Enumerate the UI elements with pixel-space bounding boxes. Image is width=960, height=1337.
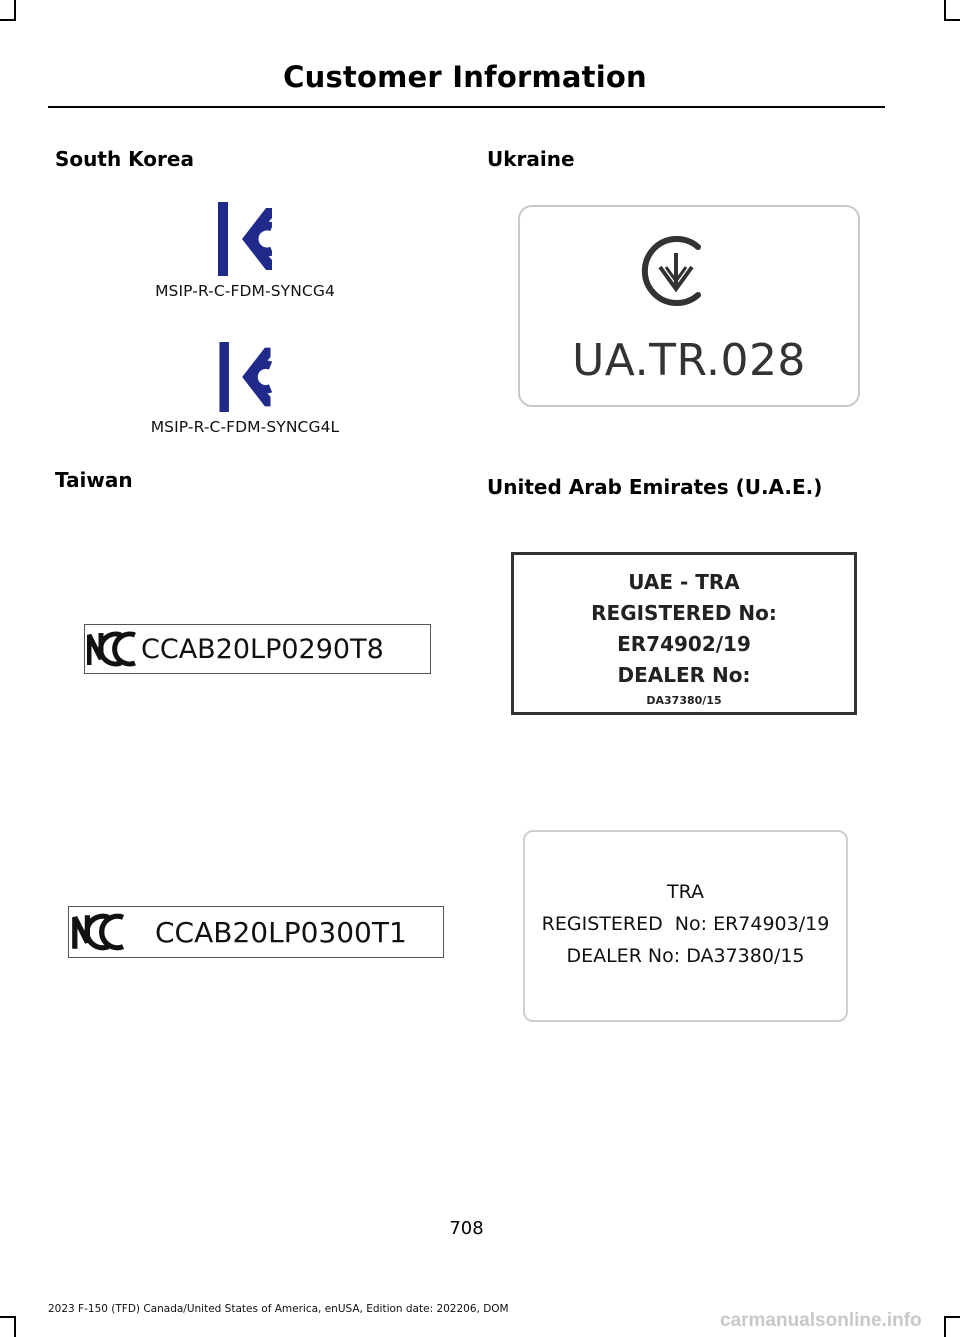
heading-taiwan: Taiwan: [55, 468, 133, 492]
kc-certification-label: [115, 202, 375, 300]
uae-label-line: DA37380/15: [646, 694, 722, 707]
heading-uae: United Arab Emirates (U.A.E.): [487, 475, 823, 499]
ukraine-label-text: UA.TR.028: [572, 335, 806, 386]
crop-mark: [944, 0, 946, 20]
crop-mark: [14, 1316, 16, 1337]
uae-label-line: DEALER No:: [617, 663, 751, 687]
page-title: Customer Information: [283, 60, 647, 94]
heading-ukraine: Ukraine: [487, 147, 575, 171]
kc-mark-icon: [218, 342, 272, 412]
ncc-certification-label: [68, 906, 444, 958]
crop-mark: [944, 1316, 946, 1337]
kc-label-text: MSIP-R-C-FDM-SYNCG4: [155, 282, 335, 300]
kc-certification-label: [115, 342, 375, 436]
ncc-label-text: CCAB20LP0290T8: [141, 633, 384, 665]
tra-label-line: DEALER No: DA37380/15: [566, 945, 805, 967]
uae-tra-label-2: [523, 830, 848, 1022]
crop-mark: [944, 1316, 960, 1318]
ncc-mark-icon: [71, 911, 129, 953]
uae-label-line: ER74902/19: [617, 632, 751, 656]
crop-mark: [0, 1316, 16, 1318]
ukraine-certification-label: [518, 205, 860, 407]
kc-label-text: MSIP-R-C-FDM-SYNCG4L: [150, 418, 340, 436]
crop-mark: [944, 19, 960, 21]
uae-tra-label: [511, 552, 857, 715]
ncc-certification-label: [84, 624, 431, 674]
ncc-label-text: CCAB20LP0300T1: [155, 915, 407, 949]
ncc-mark-icon: [87, 629, 139, 669]
tra-label-line: TRA: [666, 881, 705, 903]
heading-south-korea: South Korea: [55, 147, 194, 171]
edition-footer: 2023 F-150 (TFD) Canada/United States of America, enUSA, Edition date: 202206, DOM: [48, 1303, 509, 1315]
crop-mark: [0, 19, 16, 21]
crop-mark: [14, 0, 16, 20]
title-divider: [48, 106, 885, 108]
watermark: carmanualsonline.info: [720, 1310, 922, 1331]
kc-mark-icon: [218, 202, 272, 276]
page-number: 708: [449, 1218, 484, 1239]
ukraine-conformity-mark-icon: [638, 231, 708, 311]
uae-label-line: UAE - TRA: [628, 570, 740, 594]
uae-label-line: REGISTERED No:: [591, 601, 777, 625]
tra-label-line: REGISTERED No: ER74903/19: [541, 913, 830, 935]
